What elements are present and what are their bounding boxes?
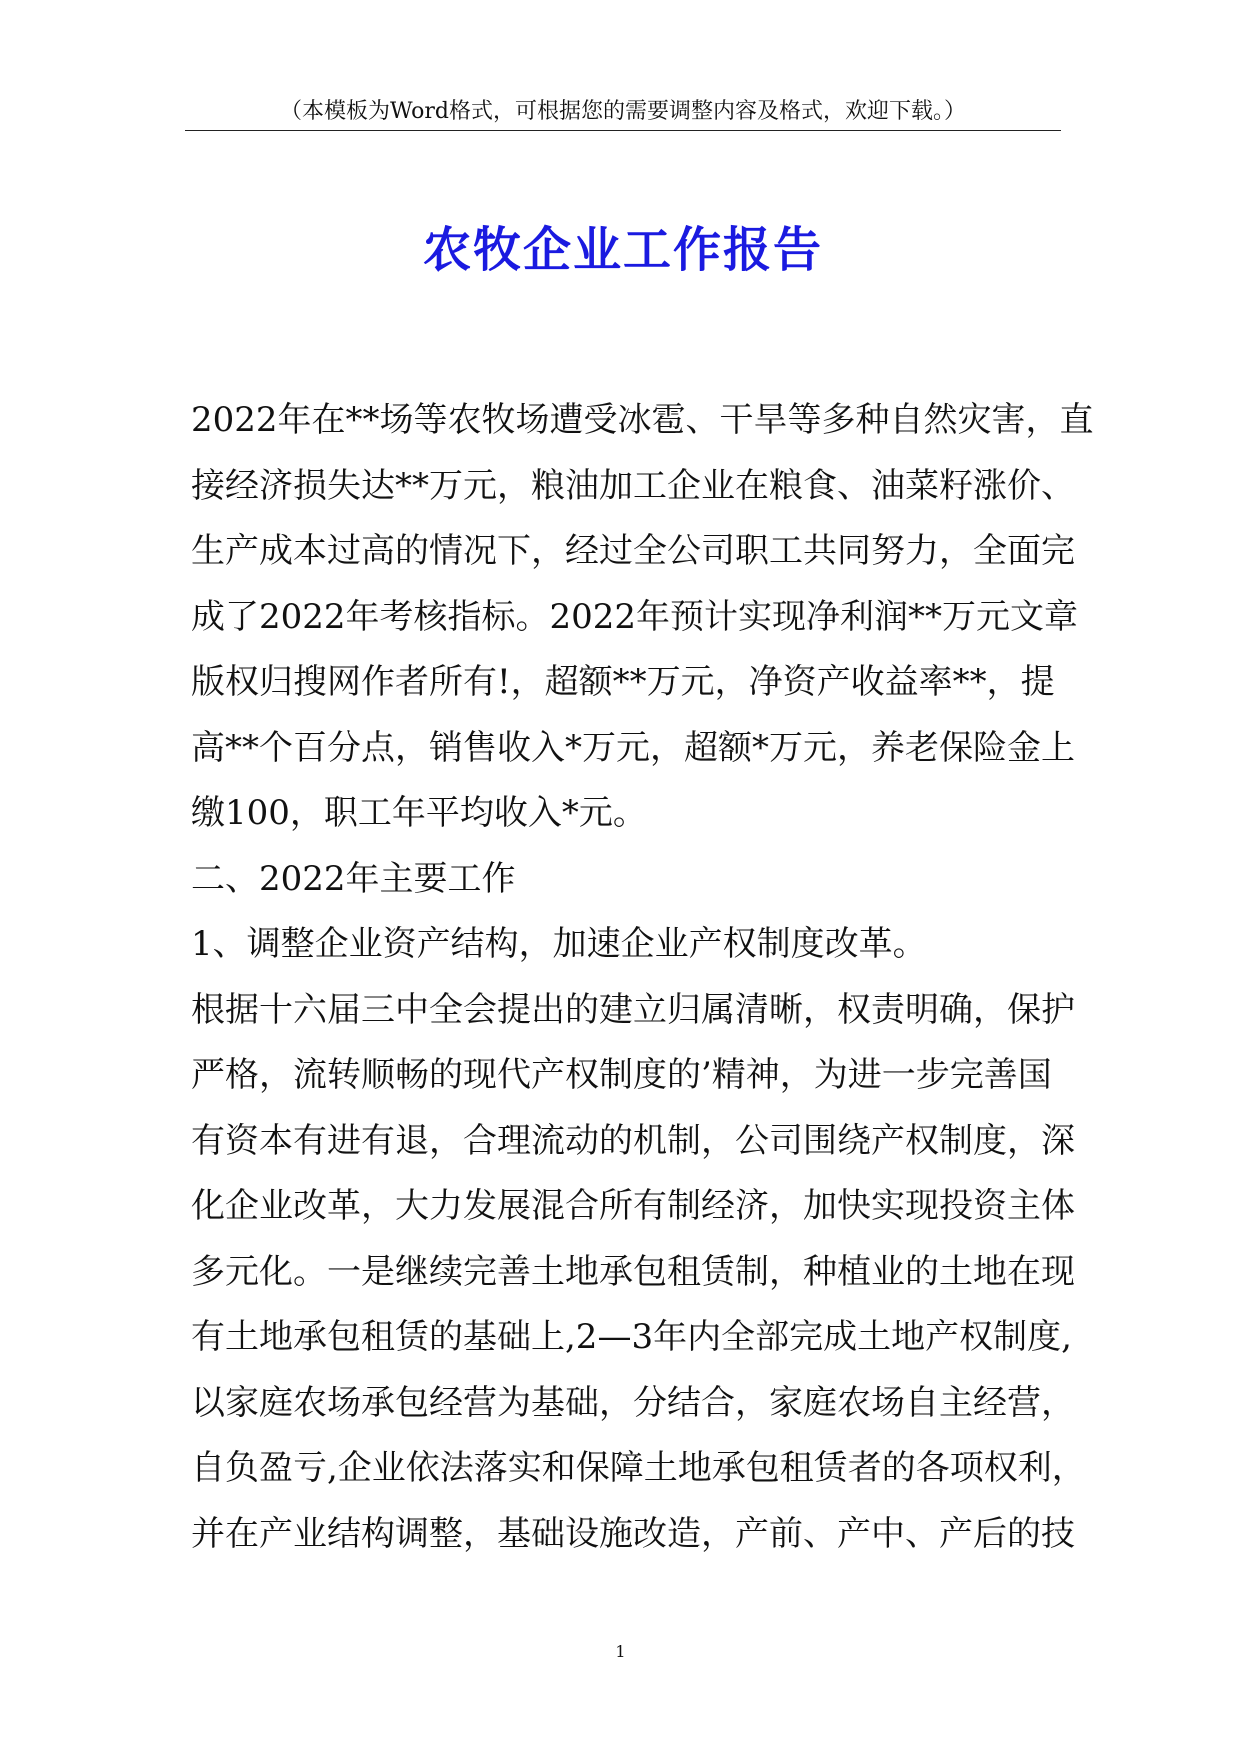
body-line: 缴100，职工年平均收入*元。 <box>191 793 647 833</box>
body-line: 成了2022年考核指标。2022年预计实现净利润**万元文章 <box>191 597 1079 637</box>
body-line: 有资本有进有退，合理流动的机制，公司围绕产权制度，深 <box>191 1121 1075 1161</box>
subsection-heading: 1、调整企业资产结构，加速企业产权制度改革。 <box>191 924 927 964</box>
body-line: 2022年在**场等农牧场遭受冰雹、干旱等多种自然灾害，直 <box>191 400 1094 440</box>
document-title: 农牧企业工作报告 <box>422 222 823 278</box>
section-heading: 二、2022年主要工作 <box>191 859 516 899</box>
body-line: 版权归搜网作者所有!，超额**万元，净资产收益率**，提 <box>191 662 1055 702</box>
page-number: 1 <box>615 1642 626 1661</box>
body-line: 有土地承包租赁的基础上,2—3年内全部完成土地产权制度, <box>191 1317 1072 1357</box>
body-line: 接经济损失达**万元，粮油加工企业在粮食、油菜籽涨价、 <box>191 466 1075 506</box>
body-line: 多元化。一是继续完善土地承包租赁制，种植业的土地在现 <box>191 1252 1075 1292</box>
header-divider <box>185 130 1061 131</box>
body-line: 并在产业结构调整，基础设施改造，产前、产中、产后的技 <box>191 1514 1075 1554</box>
header-note: （本模板为Word格式，可根据您的需要调整内容及格式，欢迎下载。） <box>280 99 966 124</box>
body-line: 以家庭农场承包经营为基础，分结合，家庭农场自主经营， <box>191 1383 1075 1423</box>
body-line: 严格，流转顺畅的现代产权制度的’精神，为进一步完善国 <box>191 1055 1052 1095</box>
body-line: 根据十六届三中全会提出的建立归属清晰，权责明确，保护 <box>191 990 1075 1030</box>
body-line: 化企业改革，大力发展混合所有制经济，加快实现投资主体 <box>191 1186 1075 1226</box>
body-line: 高**个百分点，销售收入*万元，超额*万元，养老保险金上 <box>191 728 1075 768</box>
body-line: 自负盈亏,企业依法落实和保障土地承包租赁者的各项权利， <box>191 1448 1086 1488</box>
body-line: 生产成本过高的情况下，经过全公司职工共同努力，全面完 <box>191 531 1075 571</box>
